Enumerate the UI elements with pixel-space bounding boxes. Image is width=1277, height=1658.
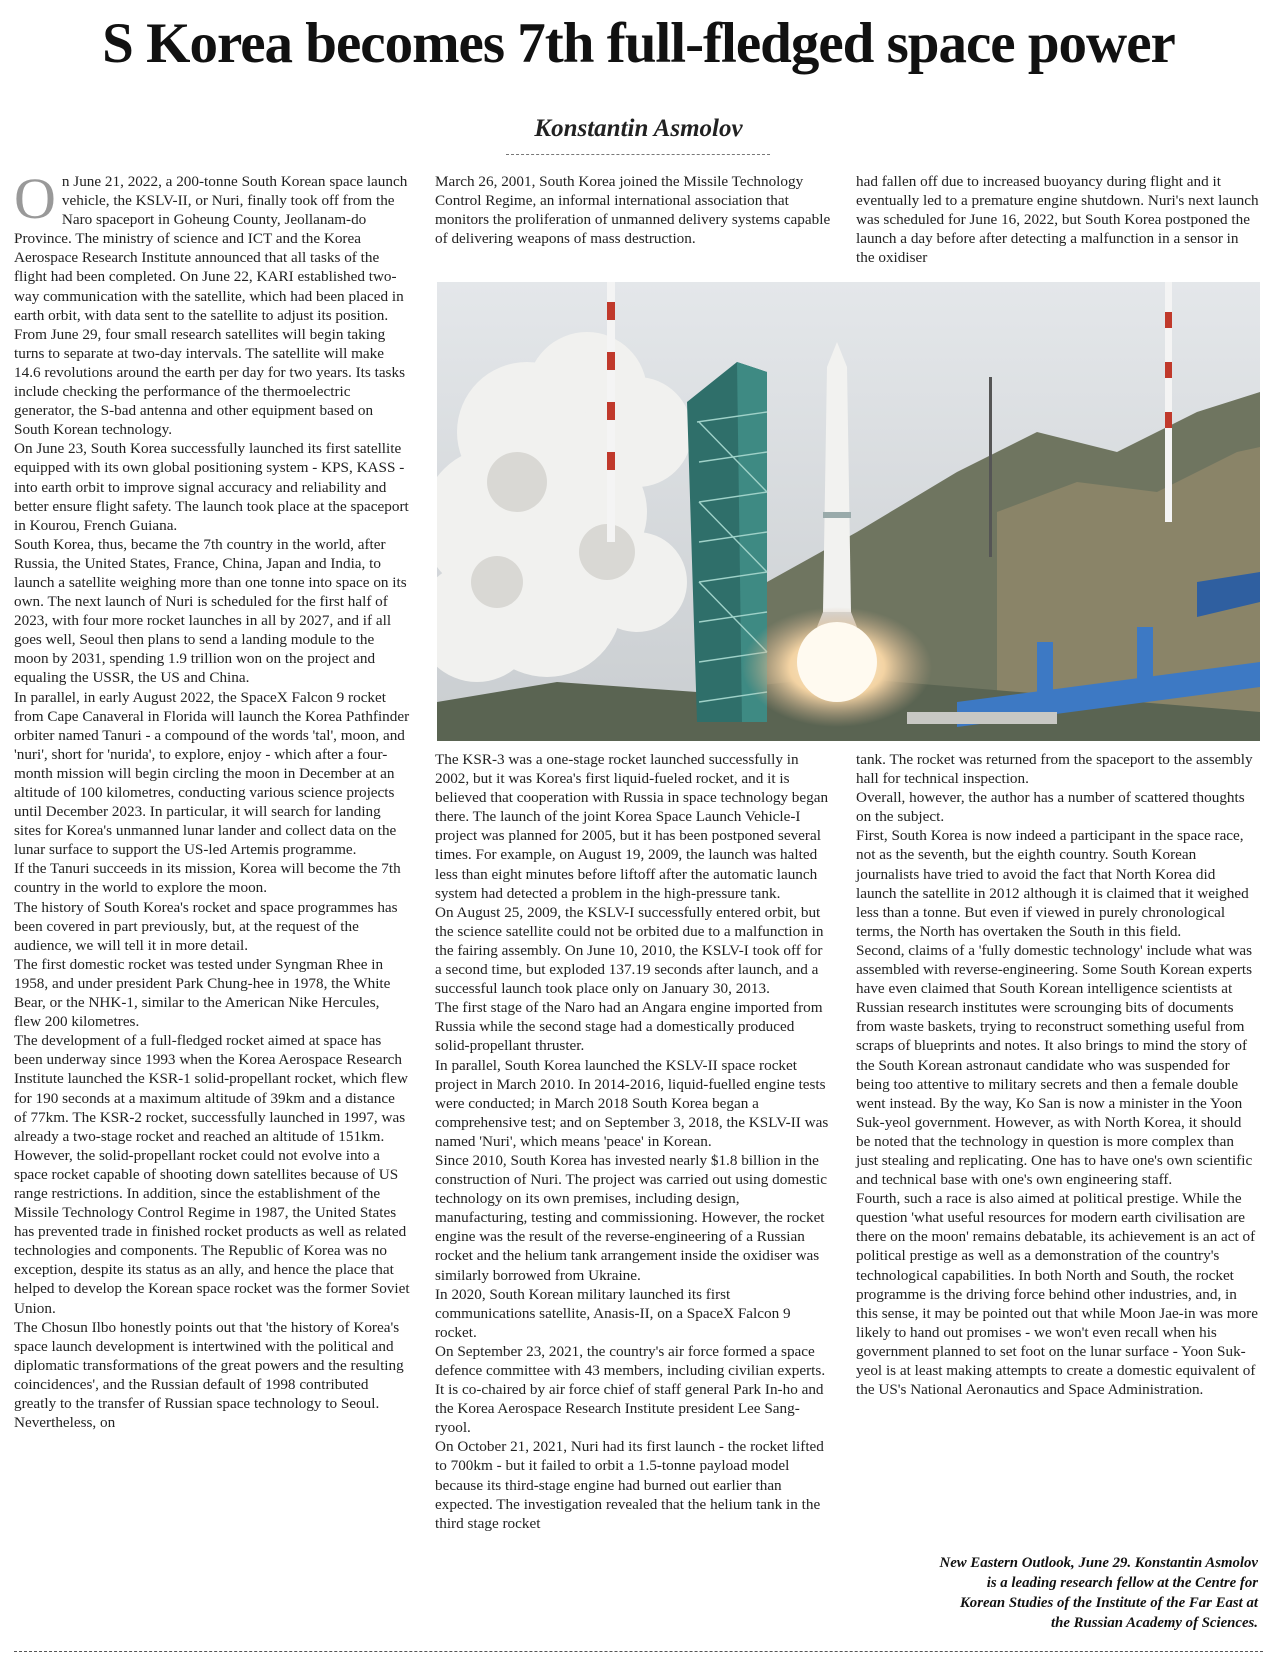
- paragraph: Overall, however, the author has a number of scattered thoughts on the subject.: [856, 789, 1245, 826]
- paragraph: The development of a full-fledged rocket aimed at space has been underway since 1993 when the Korea Aerospace Research Institute launched the KSR-1 solid-propellant rocket, which flew for 190 seconds at a maximum altitude of 39km and a distance of 77km. The KSR-2 rocket, successfully launched in 1997, was already a two-stage rocket and reached an altitude of 151km.: [14, 1032, 408, 1145]
- author-note-line: the Russian Academy of Sciences.: [1050, 1615, 1258, 1631]
- column-left: [14, 166, 410, 1432]
- paragraph: Since 2010, South Korea has invested nearly $1.8 billion in the construction of Nuri. The project was carried out using domestic technology on its own premises, including design, manufacturing, testing and commissioning. However, the rocket engine was the result of the reverse-engineering of a Russian rocket and the helium tank arrangement inside the oxidiser was similarly borrowed from Ukraine.: [435, 1151, 827, 1284]
- author-note: [848, 1553, 1258, 1633]
- paragraph: Fourth, such a race is also aimed at political prestige. While the question 'what useful resources for modern earth civilisation are there on the moon' remains debatable, its achievement is an act of political prestige as well as a demonstration of the country's technological capabilities. In both North and South, the rocket programme is the driving force behind other industries, and, in this sense, it may be pointed out that while Moon Jae-in was more likely to hand out promises - we won't even recall when his government planned to set foot on the lunar surface - Yoon Suk-yeol is at least making attempts to create a domestic equivalent of the US's National Aeronautics and Space Administration.: [856, 1190, 1258, 1399]
- author-note-line: Korean Studies of the Institute of the Far East at: [959, 1595, 1258, 1611]
- paragraph: In parallel, in early August 2022, the SpaceX Falcon 9 rocket from Cape Canaveral in Florida will launch the Korea Pathfinder orbiter named Tanuri - a compound of the words 'tal', moon, and 'nuri', short for 'nurida', to explore, enjoy - which after a four-month mission will begin circling the moon in December at an altitude of 100 kilometres, conducting various science projects until December 2023. In particular, it will search for landing sites for Korea's unmanned lunar lander and collect data on the lunar surface to support the US-led Artemis programme.: [14, 688, 410, 859]
- paragraph: In 2020, South Korean military launched its first communications satellite, Anasis-II, on a SpaceX Falcon 9 rocket.: [435, 1285, 791, 1341]
- paragraph: On August 25, 2009, the KSLV-I successfully entered orbit, but the science satellite could not be orbited due to a malfunction in the fairing assembly. On June 10, 2010, the KSLV-I took off for a second time, but exploded 137.19 seconds after launch, and a successful launch took place only on January 30, 2013.: [435, 903, 824, 998]
- paragraph: In parallel, South Korea launched the KSLV-II space rocket project in March 2010. In 2014-2016, liquid-fuelled engine tests were conducted; in March 2018 South Korea began a comprehensive test; and on September 3, 2018, the KSLV-II was named 'Nuri', which means 'peace' in Korean.: [435, 1056, 829, 1150]
- paragraph: From June 29, four small research satellites will begin taking turns to separate at two-day intervals. The satellite will make 14.6 revolutions around the earth per day for two years. Its tasks include checking the performance of the thermoelectric generator, the S-bad antenna and other equipment based on South Korean technology.: [14, 325, 405, 439]
- paragraph: tank. The rocket was returned from the spaceport to the assembly hall for technical inspection.: [856, 751, 1253, 788]
- author-note-line: is a leading research fellow at the Centre for: [986, 1575, 1258, 1591]
- byline: Konstantin Asmolov: [534, 115, 743, 142]
- paragraph: The Chosun Ilbo honestly points out that 'the history of Korea's space launch development is intertwined with the political and diplomatic transformations of the great powers and the resulting coincidences', and the Russian default of 1998 contributed greatly to the transfer of Russian space technology to Seoul. Nevertheless, on: [14, 1318, 404, 1432]
- rocket-launch-photo: [437, 282, 1260, 741]
- paragraph: If the Tanuri succeeds in its mission, Korea will become the 7th country in the world to explore the moon.: [14, 860, 401, 897]
- column-middle-bottom: [435, 750, 831, 1533]
- drop-cap: O: [14, 166, 56, 231]
- paragraph: On October 21, 2021, Nuri had its first launch - the rocket lifted to 700km - but it failed to orbit a 1.5-tonne payload model because its third-stage engine had burned out earlier than expected. The investigation revealed that the helium tank in the third stage rocket: [435, 1438, 824, 1532]
- headline: S Korea becomes 7th full-fledged space power: [102, 12, 1175, 75]
- paragraph: First, South Korea is now indeed a participant in the space race, not as the seventh, but the eighth country. South Korean journalists have tried to avoid the fact that North Korea did launch the satellite in 2012 although it is claimed that it weighed less than a tonne. But even if viewed in purely chronological terms, the North has overtaken the South in this field.: [856, 827, 1249, 940]
- paragraph: had fallen off due to increased buoyancy during flight and it eventually led to a premature engine shutdown. Nuri's next launch was scheduled for June 16, 2022, but South Korea postponed the launch a day before after detecting a malfunction in a sensor in the oxidiser: [856, 173, 1259, 267]
- paragraph: The history of South Korea's rocket and space programmes has been covered in part previously, but, at the request of the audience, we will tell it in more detail.: [14, 898, 398, 954]
- paragraph: On June 21, 2022, a 200-tonne South Korean space launch vehicle, the KSLV-II, or Nuri, finally took off from the Naro spaceport in Goheung County, Jeollanam-do Province. The ministry of science and ICT and the Korea Aerospace Research Institute announced that all tasks of the flight had been completed. On June 22, KARI established two-way communication with the satellite, which had been placed in earth orbit, with data sent to the satellite to adjust its position.: [14, 166, 408, 324]
- paragraph: However, the solid-propellant rocket could not evolve into a space rocket capable of shooting down satellites because of US range restrictions. In addition, since the establishment of the Missile Technology Control Regime in 1987, the United States has prevented trade in finished rocket products as well as related technologies and components. The Republic of Korea was no exception, despite its status as an ally, and hence the place that helped to develop the Korean space rocket was the former Soviet Union.: [14, 1146, 410, 1317]
- byline-divider: [506, 154, 770, 155]
- column-middle-top: [435, 172, 831, 248]
- paragraph: March 26, 2001, South Korea joined the Missile Technology Control Regime, an informal international association that monitors the proliferation of unmanned delivery systems capable of delivering weapons of mass destruction.: [435, 173, 831, 248]
- paragraph: The first stage of the Naro had an Angara engine imported from Russia while the second stage had a domestically produced solid-propellant thruster.: [435, 999, 823, 1055]
- paragraph: On September 23, 2021, the country's air force formed a space defence committee with 43 members, including civilian experts. It is co-chaired by air force chief of staff general Park In-ho and the Korea Aerospace Research Institute president Lee Sang-ryool.: [435, 1342, 826, 1437]
- bottom-divider: [14, 1651, 1263, 1652]
- author-note-line: New Eastern Outlook, June 29. Konstantin Asmolov: [939, 1555, 1258, 1571]
- paragraph: The KSR-3 was a one-stage rocket launched successfully in 2002, but it was Korea's first liquid-fueled rocket, and it is believed that cooperation with Russia in space technology began there. The launch of the joint Korea Space Launch Vehicle-I project was planned for 2005, but it has been postponed several times. For example, on August 19, 2009, the launch was halted less than eight minutes before liftoff after the automatic launch system had detected a problem in the high-pressure tank.: [435, 751, 829, 902]
- paragraph: Second, claims of a 'fully domestic technology' include what was assembled with reverse-engineering. Some South Korean experts have even claimed that South Korean intelligence scientists at Russian research institutes were scrounging bits of documents from waste baskets, trying to reconstruct something useful from scraps of blueprints and notes. It also brings to mind the story of the South Korean astronaut candidate who was suspended for being too attentive to military secrets and then a female double went instead. By the way, Ko San is now a minister in the Yoon Suk-yeol government. However, as with North Korea, it should be noted that the technology in question is more complex than just stealing and replicating. One has to have one's own scientific and technical base with one's own engineering staff.: [856, 941, 1253, 1189]
- column-right-top: [856, 172, 1259, 267]
- paragraph: The first domestic rocket was tested under Syngman Rhee in 1958, and under president Park Chung-hee in 1978, the White Bear, or the NHK-1, similar to the American Nike Hercules, flew 200 kilometres.: [14, 955, 391, 1031]
- column-right-bottom: [856, 750, 1259, 1399]
- paragraph: South Korea, thus, became the 7th country in the world, after Russia, the United States, France, China, Japan and India, to launch a satellite weighing more than one tonne into space on its own. The next launch of Nuri is scheduled for the first half of 2023, with four more rocket launches in all by 2027, and if all goes well, Seoul then plans to send a landing module to the moon by 2031, spending 1.9 trillion won on the project and equaling the USSR, the US and China.: [14, 535, 407, 687]
- paragraph: On June 23, South Korea successfully launched its first satellite equipped with its own global positioning system - KPS, KASS - into earth orbit to improve signal accuracy and reliability and better ensure flight safety. The launch took place at the spaceport in Kourou, French Guiana.: [14, 440, 409, 534]
